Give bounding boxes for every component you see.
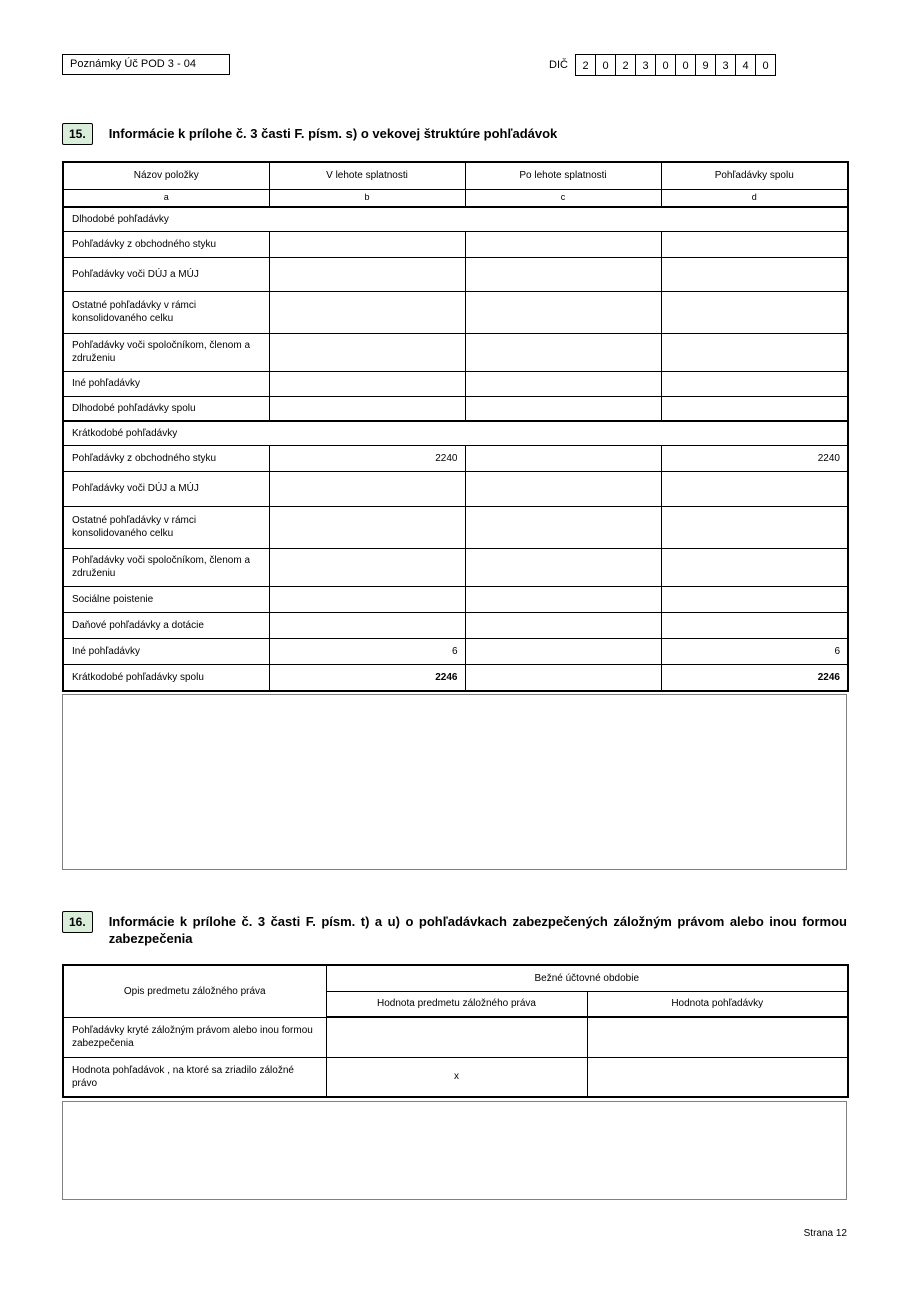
dic-digit: 4 xyxy=(735,54,756,76)
amount-cell-b xyxy=(269,333,465,371)
page-number: Strana 12 xyxy=(803,1228,847,1239)
col-letter-c: c xyxy=(465,189,661,207)
amount-cell-d: 2240 xyxy=(661,445,848,471)
dic-digit: 0 xyxy=(655,54,676,76)
amount-cell-b xyxy=(269,586,465,612)
amount-cell-b: 6 xyxy=(269,638,465,664)
row-label-total-short-term: Krátkodobé pohľadávky spolu xyxy=(63,664,269,691)
amount-cell-c xyxy=(465,445,661,471)
row-label: Pohľadávky kryté záložným právom alebo inou formou zabezpečenia xyxy=(63,1017,326,1057)
section-16-number-badge: 16. xyxy=(62,911,93,933)
col-header-total: Pohľadávky spolu xyxy=(661,162,848,189)
amount-cell-c xyxy=(465,257,661,291)
amount-cell-c xyxy=(465,291,661,333)
col-header-current-period: Bežné účtovné obdobie xyxy=(326,965,848,991)
amount-cell-d: 6 xyxy=(661,638,848,664)
row-label: Pohľadávky voči DÚJ a MÚJ xyxy=(63,257,269,291)
dic-digit: 9 xyxy=(695,54,716,76)
dic-digit: 2 xyxy=(575,54,596,76)
dic-digit: 0 xyxy=(595,54,616,76)
amount-cell-c xyxy=(465,612,661,638)
amount-cell-c xyxy=(465,548,661,586)
amount-cell-b xyxy=(269,548,465,586)
amount-cell-d xyxy=(661,506,848,548)
amount-cell-c xyxy=(465,371,661,396)
col-header-after-term: Po lehote splatnosti xyxy=(465,162,661,189)
row-label: Pohľadávky voči spoločníkom, členom a združeniu xyxy=(63,333,269,371)
dic-digit: 0 xyxy=(755,54,776,76)
row-label: Ostatné pohľadávky v rámci konsolidovaného celku xyxy=(63,291,269,333)
amount-cell-b xyxy=(269,506,465,548)
amount-cell-b xyxy=(269,371,465,396)
dic-digit: 3 xyxy=(715,54,736,76)
col-letter-d: d xyxy=(661,189,848,207)
col-header-receivable-value: Hodnota pohľadávky xyxy=(587,991,848,1017)
row-label: Sociálne poistenie xyxy=(63,586,269,612)
dic-digit: 2 xyxy=(615,54,636,76)
receivables-aging-table xyxy=(62,161,849,692)
dic-label: DIČ xyxy=(549,59,568,71)
row-label-total-long-term: Dlhodobé pohľadávky spolu xyxy=(63,396,269,421)
dic-digit-boxes xyxy=(575,54,776,76)
col-header-pledge-description: Opis predmetu záložného práva xyxy=(63,965,326,1017)
amount-cell-d xyxy=(661,371,848,396)
amount-cell-c xyxy=(465,506,661,548)
amount-cell-c xyxy=(465,586,661,612)
amount-cell-c xyxy=(465,396,661,421)
amount-cell-d xyxy=(661,257,848,291)
page-header xyxy=(62,54,847,76)
amount-cell-d xyxy=(661,548,848,586)
row-label: Pohľadávky z obchodného styku xyxy=(63,231,269,257)
amount-cell-b-total: 2246 xyxy=(269,664,465,691)
amount-cell-d xyxy=(661,612,848,638)
section-15-heading xyxy=(62,123,847,145)
amount-cell-c xyxy=(465,333,661,371)
amount-cell-d xyxy=(661,471,848,506)
col-letter-a: a xyxy=(63,189,269,207)
amount-cell-b xyxy=(269,612,465,638)
pledged-receivables-table xyxy=(62,964,849,1098)
group-header-short-term: Krátkodobé pohľadávky xyxy=(63,421,848,445)
section-15-number-badge: 15. xyxy=(62,123,93,145)
amount-cell-b xyxy=(269,257,465,291)
amount-cell-d xyxy=(661,586,848,612)
amount-cell-b xyxy=(269,291,465,333)
value-cell xyxy=(326,1017,587,1057)
dic-digit: 0 xyxy=(675,54,696,76)
row-label: Pohľadávky z obchodného styku xyxy=(63,445,269,471)
value-cell xyxy=(587,1017,848,1057)
col-letter-b: b xyxy=(269,189,465,207)
row-label: Hodnota pohľadávok , na ktoré sa zriadilo záložné právo xyxy=(63,1057,326,1097)
col-header-name: Názov položky xyxy=(63,162,269,189)
amount-cell-d-total: 2246 xyxy=(661,664,848,691)
row-label: Daňové pohľadávky a dotácie xyxy=(63,612,269,638)
group-header-long-term: Dlhodobé pohľadávky xyxy=(63,207,848,231)
section-16-heading xyxy=(62,911,847,947)
col-header-in-term: V lehote splatnosti xyxy=(269,162,465,189)
amount-cell-d xyxy=(661,333,848,371)
value-cell-x: x xyxy=(326,1057,587,1097)
row-label: Iné pohľadávky xyxy=(63,638,269,664)
row-label: Iné pohľadávky xyxy=(63,371,269,396)
amount-cell-c xyxy=(465,231,661,257)
amount-cell-c xyxy=(465,471,661,506)
dic-digit: 3 xyxy=(635,54,656,76)
amount-cell-b xyxy=(269,231,465,257)
row-label: Ostatné pohľadávky v rámci konsolidovaného celku xyxy=(63,506,269,548)
form-code-label: Poznámky Úč POD 3 - 04 xyxy=(70,58,196,70)
section-15-notes-area xyxy=(62,694,847,870)
row-label: Pohľadávky voči spoločníkom, členom a združeniu xyxy=(63,548,269,586)
col-header-pledge-value: Hodnota predmetu záložného práva xyxy=(326,991,587,1017)
dic-group xyxy=(549,54,776,76)
amount-cell-c xyxy=(465,664,661,691)
amount-cell-b xyxy=(269,471,465,506)
amount-cell-d xyxy=(661,231,848,257)
amount-cell-d xyxy=(661,396,848,421)
amount-cell-c xyxy=(465,638,661,664)
form-code-box xyxy=(62,54,230,75)
amount-cell-b xyxy=(269,396,465,421)
section-16-notes-area xyxy=(62,1101,847,1200)
row-label: Pohľadávky voči DÚJ a MÚJ xyxy=(63,471,269,506)
amount-cell-b: 2240 xyxy=(269,445,465,471)
section-16-title: Informácie k prílohe č. 3 časti F. písm. t) a u) o pohľadávkach zabezpečených záložným právom alebo inou formou zabezpečenia xyxy=(108,914,847,946)
value-cell xyxy=(587,1057,848,1097)
section-15-title: Informácie k prílohe č. 3 časti F. písm. s) o vekovej štruktúre pohľadávok xyxy=(108,126,558,141)
amount-cell-d xyxy=(661,291,848,333)
